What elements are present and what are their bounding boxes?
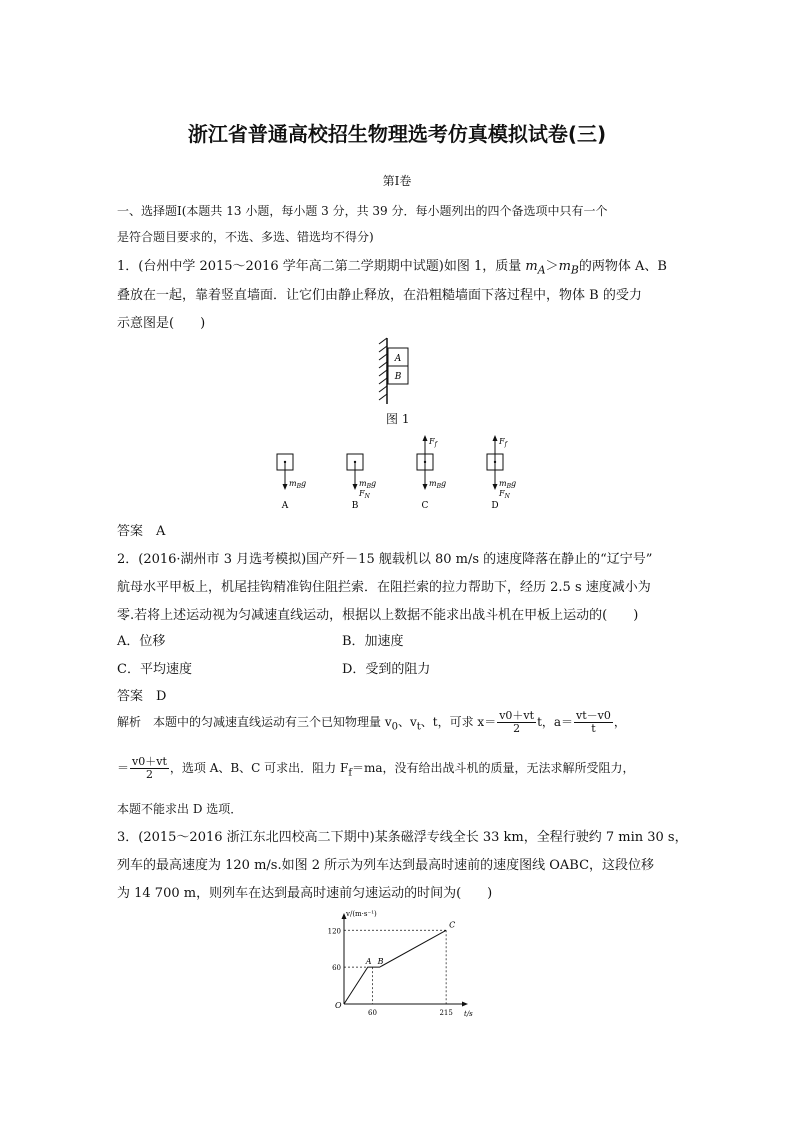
q1-line3: 示意图是( ) <box>117 316 206 331</box>
gravity-label: $m_Bg$ <box>289 479 307 490</box>
normal-force-label: $F_N$ <box>359 489 370 500</box>
q3-line3: 为 14 700 m，则列车在达到最高时速前匀速运动的时间为( ) <box>117 886 493 901</box>
option-label: A <box>281 501 289 511</box>
gravity-label: $m_Bg$ <box>359 479 377 490</box>
friction-arrowhead <box>493 435 498 441</box>
volume-heading: 第Ⅰ卷 <box>382 174 412 188</box>
x-tick-label: 60 <box>368 1009 377 1017</box>
q3-line1: 3．(2015～2016 浙江东北四校高二下期中)某条磁浮专线全长 33 km，全程行驶约 7 min 30 s， <box>117 830 688 845</box>
fraction-x: $\frac{v0+vt}{2}$ <box>499 709 535 735</box>
friction-label: $F_f$ <box>429 437 437 448</box>
gravity-arrowhead <box>353 484 358 490</box>
block-b-label: B <box>394 372 402 382</box>
section-intro-1: 一、选择题Ⅰ(本题共 13 小题，每小题 3 分，共 39 分．每小题列出的四个备选项中只有一个 <box>117 204 608 218</box>
friction-arrowhead <box>423 435 428 441</box>
origin-label: O <box>335 1001 342 1010</box>
force-option-a <box>277 454 306 511</box>
x-axis-label: t/s <box>464 1010 473 1018</box>
q1-line1: 1．(台州中学 2015～2016 学年高二第二学期期中试题)如图 1，质量 $m_A>m_B$的两物体 A、B <box>117 259 667 277</box>
option-label: B <box>351 501 359 511</box>
point-label-b: B <box>377 957 384 967</box>
option-label: C <box>421 501 429 511</box>
section-intro-2: 是符合题目要求的，不选、多选、错选均不得分) <box>117 230 374 244</box>
q2-option-d: D．受到的阻力 <box>342 662 431 677</box>
q1-line2: 叠放在一起，靠着竖直墙面．让它们由静止释放，在沿粗糙墙面下落过程中，物体 B 的受力 <box>117 288 642 303</box>
velocity-line <box>344 930 446 1004</box>
q2-option-c: C．平均速度 <box>117 662 192 677</box>
option-label: D <box>491 501 499 511</box>
gravity-arrowhead <box>283 484 288 490</box>
q1-answer: 答案 A <box>117 524 166 539</box>
y-tick-label: 120 <box>327 927 341 936</box>
gravity-label: $m_Bg$ <box>499 479 517 490</box>
wall-hatching <box>379 338 387 400</box>
y-tick-label: 60 <box>332 964 341 973</box>
q2-option-b: B．加速度 <box>342 634 404 649</box>
fraction-a: $\frac{vt-v0}{t}$ <box>576 709 611 735</box>
q2-line1: 2．(2016·湖州市 3 月选考模拟)国产歼－15 舰载机以 80 m/s 的速度降落在静止的“辽宁号” <box>117 552 653 567</box>
page-title: 浙江省普通高校招生物理选考仿真模拟试卷(三) <box>187 122 607 146</box>
x-tick-label: 215 <box>439 1009 453 1017</box>
figure-1-blocks <box>370 336 420 406</box>
q2-option-a: A．位移 <box>117 634 166 649</box>
q2-analysis-2: ＝ $\frac{v0+vt}{2}$ ，选项 A、B、C 可求出．阻力 $F_f=ma$，没有给出战斗机的质量，无法求解所受阻力， <box>117 755 635 781</box>
q2-answer: 答案 D <box>117 689 167 704</box>
friction-label: $F_f$ <box>499 437 507 448</box>
q3-line2: 列车的最高速度为 120 m/s.如图 2 所示为列车达到最高时速前的速度图线 OABC，这段位移 <box>117 858 655 873</box>
q2-line2: 航母水平甲板上，机尾挂钩精准钩住阻拦索．在阻拦索的拉力帮助下，经历 2.5 s 速度减小为 <box>117 580 651 595</box>
force-diagram-options <box>260 432 540 518</box>
point-label-c: C <box>449 920 456 930</box>
q2-line3: 零.若将上述运动视为匀减速直线运动，根据以上数据不能求出战斗机在甲板上运动的( ) <box>117 608 639 623</box>
normal-force-label: $F_N$ <box>499 489 510 500</box>
block-a-label: A <box>394 354 402 364</box>
x-axis-arrow <box>462 1002 468 1007</box>
y-axis-label: v/(m·s⁻¹) <box>346 910 377 918</box>
gravity-arrowhead <box>493 484 498 490</box>
velocity-time-chart <box>318 906 488 1024</box>
force-option-d <box>487 435 516 511</box>
point-label-a: A <box>365 957 372 967</box>
gravity-arrowhead <box>423 484 428 490</box>
gravity-label: $m_Bg$ <box>429 479 447 490</box>
q2-analysis-1: 解析 本题中的匀减速直线运动有三个已知物理量 $v_0$、$v_t$、t，可求 x＝ $\frac{v0+vt}{2}$ t，a＝ $\frac{vt-v0}{t}$ ， <box>117 709 626 735</box>
figure-1-caption: 图 1 <box>386 412 410 426</box>
fraction-v: $\frac{v0+vt}{2}$ <box>132 755 167 781</box>
q2-analysis-3: 本题不能求出 D 选项． <box>117 802 243 816</box>
force-option-b <box>347 454 376 511</box>
force-option-c <box>417 435 446 511</box>
